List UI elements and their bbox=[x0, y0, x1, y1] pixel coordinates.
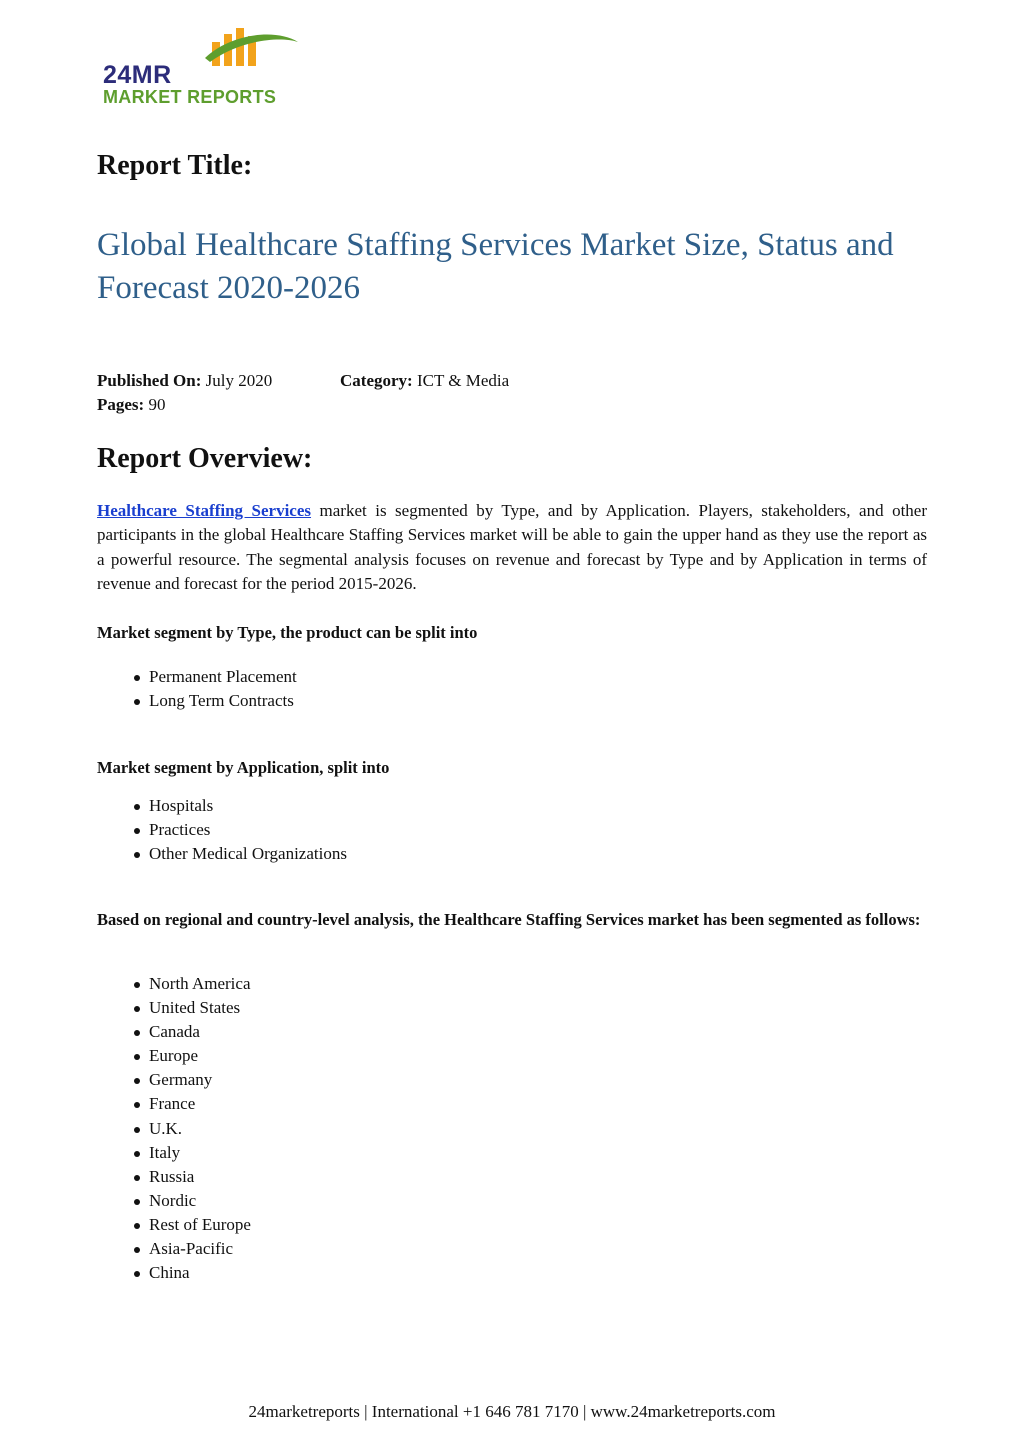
pages-label: Pages: bbox=[97, 395, 145, 414]
published-value: July 2020 bbox=[205, 371, 273, 390]
segment-type-heading: Market segment by Type, the product can be split into bbox=[97, 623, 478, 642]
segment-application-heading: Market segment by Application, split into bbox=[97, 758, 390, 777]
list-item: Other Medical Organizations bbox=[149, 842, 347, 866]
list-item: Germany bbox=[149, 1068, 251, 1092]
list-item: Long Term Contracts bbox=[149, 689, 297, 713]
list-item: U.K. bbox=[149, 1117, 251, 1141]
logo-text-primary: 24MR bbox=[103, 61, 172, 89]
overview-paragraph bbox=[97, 499, 927, 597]
page-footer: 24marketreports | International +1 646 781 7170 | www.24marketreports.com bbox=[248, 1402, 776, 1421]
list-item: Hospitals bbox=[149, 794, 347, 818]
list-item: United States bbox=[149, 996, 251, 1020]
published-on bbox=[97, 371, 272, 391]
list-item: France bbox=[149, 1092, 251, 1116]
pages-value: 90 bbox=[148, 395, 166, 414]
published-label: Published On: bbox=[97, 371, 202, 390]
overview-heading: Report Overview: bbox=[97, 443, 313, 474]
segment-region-heading: Based on regional and country-level analysis, the Healthcare Staffing Services market has been segmented as follows: bbox=[97, 910, 921, 929]
list-item: China bbox=[149, 1261, 251, 1285]
segment-application-list bbox=[149, 794, 347, 866]
list-item: Nordic bbox=[149, 1189, 251, 1213]
logo-text-secondary: MARKET REPORTS bbox=[103, 87, 277, 107]
report-link[interactable]: Healthcare Staffing Services bbox=[97, 501, 312, 520]
category-label: Category: bbox=[340, 371, 413, 390]
overview-body: market is segmented by Type, and by Application. Players, stakeholders, and other participants in the global Healthcare Staffing Services market will be able to gain the upper hand as they use the report as a powerful resource. The segmental analysis focuses on revenue and forecast by Type and by Application in terms of revenue and forecast for the period 2015-2026. bbox=[97, 501, 927, 594]
category bbox=[340, 371, 509, 391]
list-item: Italy bbox=[149, 1141, 251, 1165]
report-title-label: Report Title: bbox=[97, 150, 253, 181]
list-item: Asia-Pacific bbox=[149, 1237, 251, 1261]
report-title: Global Healthcare Staffing Services Market Size, Status and Forecast 2020-2026 bbox=[97, 227, 894, 306]
list-item: North America bbox=[149, 972, 251, 996]
company-logo bbox=[100, 28, 305, 108]
list-item: Russia bbox=[149, 1165, 251, 1189]
category-value: ICT & Media bbox=[416, 371, 510, 390]
list-item: Permanent Placement bbox=[149, 665, 297, 689]
segment-region-list bbox=[149, 972, 251, 1285]
pages bbox=[97, 395, 165, 415]
list-item: Canada bbox=[149, 1020, 251, 1044]
list-item: Practices bbox=[149, 818, 347, 842]
list-item: Rest of Europe bbox=[149, 1213, 251, 1237]
segment-type-list bbox=[149, 665, 297, 713]
list-item: Europe bbox=[149, 1044, 251, 1068]
